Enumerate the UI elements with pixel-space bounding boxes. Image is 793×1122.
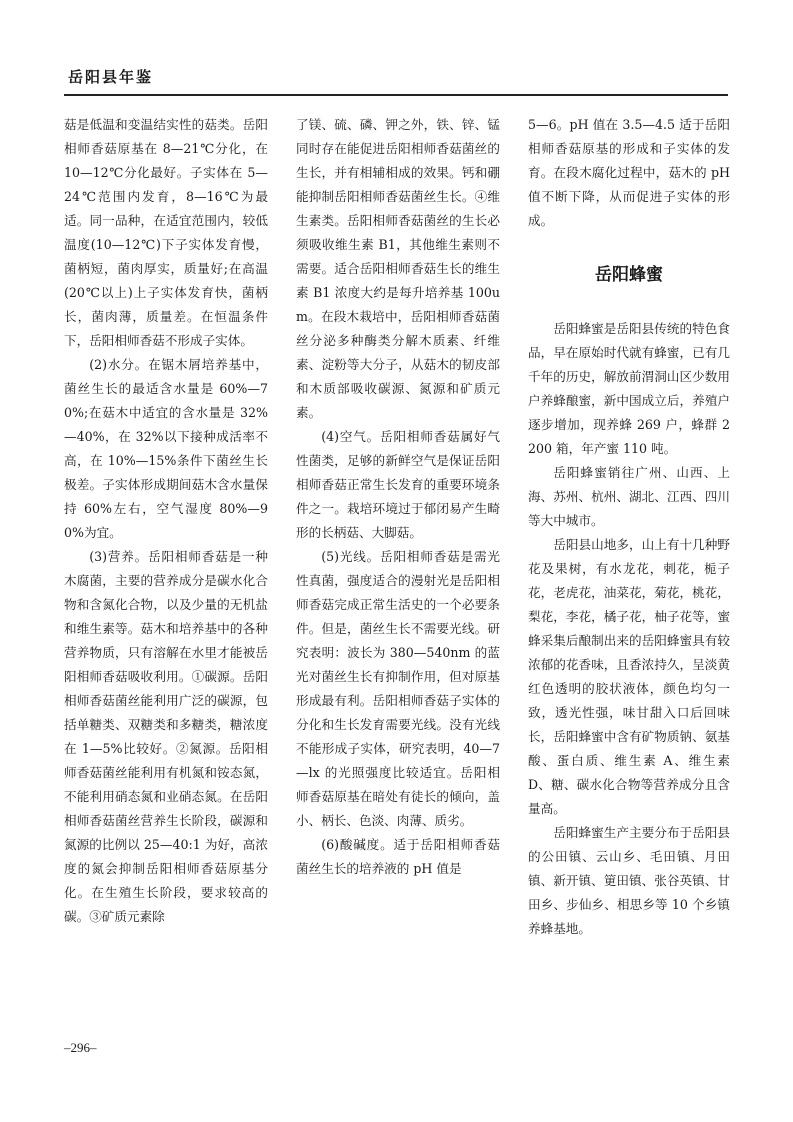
text-column-3 [528, 113, 730, 941]
paragraph: (2)水分。在锯木屑培养基中，菌丝生长的最适含水量是 60%—70%;在菇木中适宜的含水量是 32%—40%，在 32%以下接种成活率不高，在 10%—15%条件下菌丝生长极差。子实体形成期间菇木含水量保持 60%左右，空气湿度 80%—90%为宜。 [64, 357, 268, 540]
paragraph: (5)光线。岳阳相师香菇是需光性真菌，强度适合的漫射光是岳阳相师香菇完成正常生活史的一个必要条件。但是，菌丝生长不需要光线。研究表明：波长为 380—540nm 的蓝光对菌丝生长有抑制作用，但对原基形成最有利。岳阳相师香菇子实体的分化和生长发育需要光线。没有光线不能形成子实体，研究表明，40—7—lx 的光照强度比较适宜。岳阳相师香菇原基在暗处有徒长的倾向，盖小、柄长、色淡、肉薄、质劣。 [296, 549, 500, 828]
paragraph: (3)营养。岳阳相师香菇是一种木腐菌，主要的营养成分是碳水化合物和含氮化合物，以及少量的无机盐和维生素等。菇木和培养基中的各种营养物质，只有溶解在水里才能被岳阳相师香菇吸收利用。①碳源。岳阳相师香菇菌丝能利用广泛的碳源，包括单糖类、双糖类和多糖类，糖浓度在 1—5%比较好。②氮源。岳阳相师香菇菌丝能利用有机氮和铵态氮，不能利用硝态氮和业硝态氮。在岳阳相师香菇菌丝营养生长阶段，碳源和氮源的比例以 25—40:1 为好，高浓度的氮会抑制岳阳相师香菇原基分化。在生殖生长阶段，要求较高的碳。③矿质元素除 [64, 549, 268, 924]
section-title: 岳阳蜂蜜 [595, 265, 663, 285]
text-column-2 [296, 113, 500, 881]
header-divider [64, 94, 728, 96]
text-column-1 [64, 113, 268, 929]
paragraph: 菇是低温和变温结实性的菇类。岳阳相师香菇原基在 8—21℃分化，在 10—12℃分化最好。子实体在 5—24℃范围内发育，8—16℃为最适。同一品种，在适宜范围内，较低温度(10—12℃)下子实体发育慢，菌柄短，菌肉厚实，质量好;在高温(20℃以上)上子实体发育快，菌柄长，菌肉薄，质量差。在恒温条件下，岳阳相师香菇不形成子实体。 [64, 117, 268, 348]
paragraph: 岳阳县山地多，山上有十几种野花及果树，有水龙花，刺花，栀子花，老虎花，油菜花，菊花，桃花，梨花，李花，橘子花，柚子花等，蜜蜂采集后酿制出来的岳阳蜂蜜具有较浓郁的花香味，且香浓持久，呈淡黄红色透明的胶状液体，颜色均匀一致，透光性强，味甘甜入口后回味长，岳阳蜂蜜中含有矿物质钠、氨基酸、蛋白质、维生素 A、维生素 D、糖、碳水化合物等营养成分且含量高。 [528, 537, 730, 816]
paragraph: 岳阳蜂蜜生产主要分布于岳阳县的公田镇、云山乡、毛田镇、月田镇、新开镇、筻田镇、张谷英镇、甘田乡、步仙乡、相思乡等 10 个乡镇养蜂基地。 [528, 825, 730, 936]
page-number: –296– [64, 1040, 97, 1055]
paragraph: 岳阳蜂蜜销往广州、山西、上海、苏州、杭州、湖北、江西、四川等大中城市。 [528, 465, 730, 528]
paragraph: (4)空气。岳阳相师香菇属好气性菌类，足够的新鲜空气是保证岳阳相师香菇正常生长发育的重要环境条件之一。栽培环境过于郁闭易产生畸形的长柄菇、大脚菇。 [296, 429, 500, 540]
paragraph: 了镁、硫、磷、钾之外，铁、锌、锰同时存在能促进岳阳相师香菇菌丝的生长，并有相辅相成的效果。钙和硼能抑制岳阳相师香菇菌丝生长。④维生素类。岳阳相师香菇菌丝的生长必须吸收维生素 B1，其他维生素则不需要。适合岳阳相师香菇生长的维生素 B1 浓度大约是每升培养基 100um。在段木栽培中，岳阳相师香菇菌丝分泌多种酶类分解木质素、纤维素、淀粉等大分子，从菇木的韧皮部和木质部吸收碳源、氮源和矿质元素。 [296, 117, 500, 420]
paragraph: 5—6。pH 值在 3.5—4.5 适于岳阳相师香菇原基的形成和子实体的发育。在段木腐化过程中，菇木的 pH 值不断下降，从而促进子实体的形成。 [528, 117, 730, 228]
paragraph: (6)酸碱度。适于岳阳相师香菇菌丝生长的培养液的 pH 值是 [296, 837, 500, 876]
paragraph: 岳阳蜂蜜是岳阳县传统的特色食品，早在原始时代就有蜂蜜，已有几千年的历史，解放前渭洞山区少数用户养蜂酿蜜，新中国成立后，养殖户逐步增加，现养蜂 269 户，蜂群 2200 箱，年产蜜 110 吨。 [528, 321, 730, 456]
running-header-title: 岳阳县年鉴 [68, 68, 154, 86]
